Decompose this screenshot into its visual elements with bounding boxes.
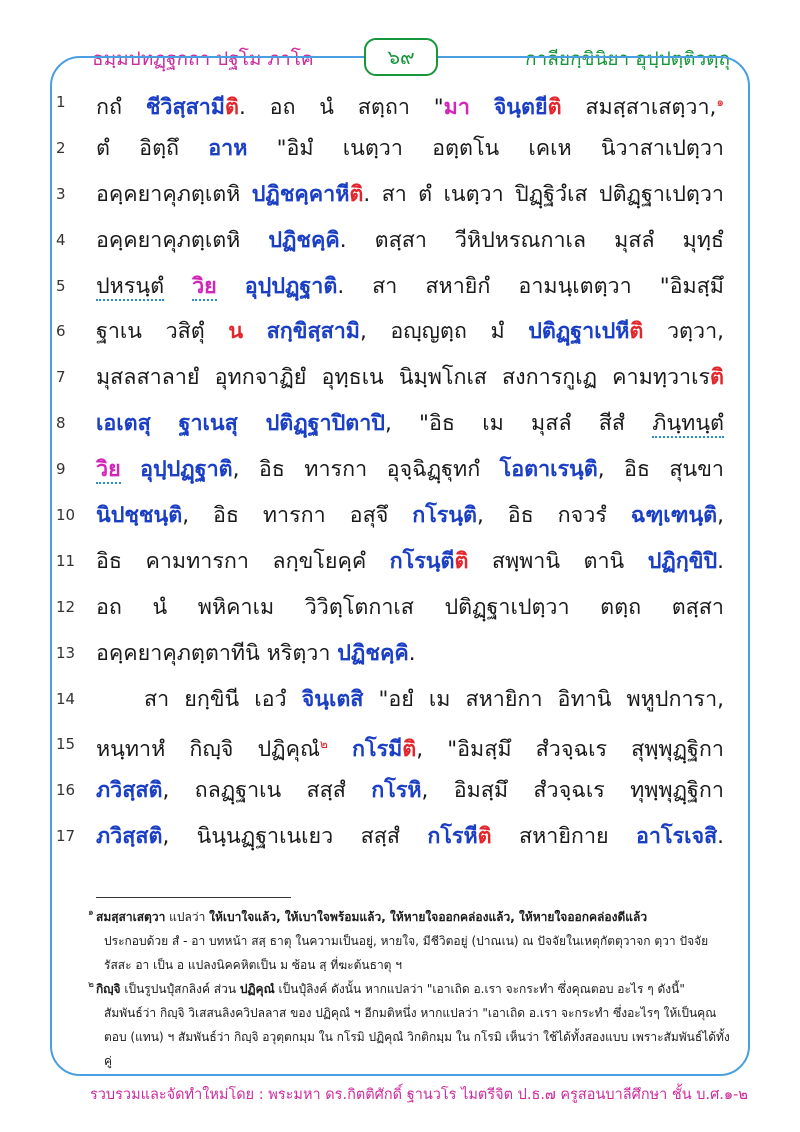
text-segment: , "อิธ เม มุสลํ สีสํ	[384, 411, 653, 437]
text-segment: ติ	[477, 824, 492, 850]
footnote-line: ประกอบด้วย สํ - อา บทหน้า สสฺ ธาตุ ในความเป็นอยู่, หายใจ, มีชีวิตอยู่ (ปาณเน) ณ ปัจจัยในเหตุกัตตุวาจก ตฺวา ปัจจัย	[104, 934, 709, 948]
text-segment	[243, 319, 267, 344]
line-number: 1	[56, 93, 66, 111]
text-segment: . ตสฺสา วีหิปหรณกาเล มุสลํ มุทฺธํ	[339, 227, 724, 253]
text-segment: กถํ	[96, 95, 146, 121]
header-chapter-title: กาลียกฺขินิยา อุปฺปตฺติวตฺถุ	[525, 48, 730, 70]
text-line	[56, 264, 724, 310]
text-segment: มุสลสาลายํ อุทกจาฏิยํ อุทฺธเน นิมฺพโกเส สงการกูเฏ คามทฺวาเร	[96, 365, 711, 391]
text-segment: ชีวิสฺสามี	[145, 95, 225, 121]
text-segment: สา ยกฺขินี เอวํ	[144, 686, 302, 712]
text-line	[56, 401, 724, 447]
text-segment: .	[717, 548, 724, 574]
text-segment: วตฺวา,	[643, 319, 724, 345]
text-segment: ติ	[349, 181, 364, 207]
footnote-line: รัสสะ อา เป็น อ แปลงนิคคหิตเป็น ม ซ้อน สฺ ที่ฆะต้นธาตุ ฯ	[104, 958, 403, 972]
text-segment: อาโรเจสิ	[636, 824, 718, 850]
text-segment: ปฏิชคฺคิ	[268, 227, 340, 253]
text-segment: , อิธ ทารกา อุจฺฉิฏฺฐุทกํ	[232, 457, 500, 483]
footnote-1	[88, 905, 736, 977]
text-segment: มา	[443, 95, 470, 121]
text-line	[56, 722, 724, 768]
text-segment: "อยํ เม สหายิกา อิทานิ พหูปการา,	[363, 686, 724, 712]
text-segment: จินฺเตสิ	[301, 686, 364, 712]
text-line	[56, 309, 724, 355]
text-segment: ตํ อิตฺถึ	[96, 135, 209, 161]
text-segment: ติ	[629, 319, 644, 345]
main-text-body	[56, 80, 725, 860]
text-segment: วิย	[192, 273, 217, 299]
text-segment: .	[717, 824, 725, 850]
text-segment: . สา สหายิกํ อามนฺเตตฺวา "อิมสฺมึ	[337, 273, 724, 299]
text-segment: ฉฑฺเฑนฺติ	[630, 503, 718, 529]
text-segment: ปฏิชคฺคิ	[337, 640, 409, 666]
line-number: 5	[56, 276, 66, 295]
text-segment: อิธ คามทารกา ลกฺขโยคฺคํ	[96, 548, 390, 574]
line-number: 10	[56, 506, 76, 525]
text-segment: สกฺขิสฺสามิ	[266, 319, 360, 345]
text-segment: ปฏิกฺขิปิ	[647, 548, 718, 574]
text-line	[56, 768, 724, 814]
text-line	[56, 631, 724, 677]
text-segment: อถ นํ พหิคาเม วิวิตฺโตกาเส ปติฏฺฐาเปตฺวา ตตฺถ ตสฺสา	[96, 594, 724, 620]
line-number: 16	[56, 781, 76, 800]
text-segment: "อิมํ เนตฺวา อตฺตโน เคเห นิวาสาเปตฺวา	[247, 135, 724, 161]
text-segment: ติ	[547, 95, 562, 121]
text-segment: อคฺคยาคุภตฺตาทีนิ หริตฺวา	[96, 640, 338, 666]
footnote-text: เป็นปุํลิงค์ ดังนั้น หากแปลว่า "เอาเถิด อ.เรา จะกระทำ ซึ่งคุณตอบ อะไร ๆ ดังนี้"	[274, 982, 685, 996]
text-line	[56, 493, 724, 539]
text-line	[56, 172, 725, 218]
line-number: 3	[56, 184, 66, 203]
line-number: 6	[56, 322, 66, 341]
text-segment: . สา ตํ เนตฺวา ปิฏฺฐิวํเส ปติฏฺฐาเปตฺวา	[363, 181, 725, 207]
text-segment: ติ	[224, 95, 239, 121]
page-number: ๖๙	[364, 38, 438, 76]
text-segment	[164, 274, 192, 299]
text-segment: นิปชฺชนฺติ	[96, 503, 183, 529]
text-segment: กโรนฺตี	[389, 548, 455, 574]
text-segment: ปหรนฺตํ	[96, 273, 165, 299]
text-segment: , อิธ สุนขา	[597, 457, 724, 483]
text-line	[56, 126, 724, 172]
text-segment: กโรนฺติ	[412, 503, 477, 529]
text-segment: ติ	[710, 365, 724, 391]
text-segment: ,	[717, 503, 724, 529]
footnote-meaning: ให้เบาใจแล้ว, ให้เบาใจพร้อมแล้ว, ให้หายใจออกคล่องแล้ว, ให้หายใจออกคล่องดีแล้ว	[209, 910, 648, 924]
footnote-separator	[96, 897, 291, 898]
text-segment: , ถลฏฺฐาเน สสฺสํ	[162, 778, 372, 804]
line-number: 8	[56, 414, 66, 433]
line-number: 9	[56, 460, 66, 479]
text-segment	[217, 274, 245, 299]
text-segment: โอตาเรนฺติ	[499, 457, 598, 483]
text-segment: อุปฺปฏฺฐาติ	[244, 273, 338, 299]
page-footer: รวบรวมและจัดทำใหม่โดย : พระมหา ดร.กิตติศักดิ์ ฐานวโร ไมตรีจิต ป.ธ.๗ ครูสอนบาลีศึกษา ชั้น บ.ศ.๑-๒	[90, 1087, 748, 1103]
line-number: 14	[56, 689, 76, 708]
text-segment: กโรหี	[427, 824, 478, 850]
text-segment: ติ	[402, 737, 417, 763]
footnote-line: ตอบ (แทน) ฯ สัมพันธ์ว่า กิญฺจิ อวุตฺตกมฺม ใน กโรมิ ปฏิคุณํ วิกติกมฺม ใน กโรมิ เห็นว่า ใช้ได้ทั้งสองแบบ เพราะสัมพันธ์ได้ทั้งคู่	[104, 1030, 730, 1068]
text-segment: ปฏิชคฺคาหี	[251, 181, 350, 207]
line-number: 15	[56, 735, 76, 754]
line-number: 2	[56, 138, 66, 157]
footnote-2	[88, 977, 736, 1073]
header-book-title: ธมฺมปทฏฺฐกถา ปฐโม ภาโค	[92, 48, 314, 70]
text-line	[56, 447, 724, 493]
text-segment: ฐาเน วสิตุํ	[96, 319, 229, 345]
text-segment: ภินฺทนฺตํ	[652, 411, 724, 437]
text-segment: ปติฏฺฐาเปหี	[528, 319, 630, 345]
text-segment: อุปฺปฏฺฐาติ	[140, 457, 233, 483]
text-line	[56, 814, 725, 860]
text-segment: อาห	[208, 135, 248, 161]
text-segment: วิย	[96, 457, 121, 483]
text-line	[56, 677, 724, 723]
text-segment: , อิมสฺมึ สํวจฺฉเร ทุพฺพุฏฺฐิกา	[421, 778, 724, 804]
footnote-term: สมสฺสาเสตฺวา	[96, 910, 166, 924]
text-segment: , นินฺนฏฺฐาเนเยว สสฺสํ	[162, 824, 428, 850]
footnote-text: แปลว่า	[165, 910, 210, 924]
text-segment: , อิธ ทารกา อสุจึ	[182, 503, 413, 529]
line-number: 11	[56, 551, 76, 570]
footnotes	[88, 905, 736, 1073]
footnote-line: สัมพันธ์ว่า กิญฺจิ วิเสสนลิงควิปลลาส ของ ปฏิคุณํ ฯ อีกมติหนึ่ง หากแปลว่า "เอาเถิด อ.เรา จะกระทำ ซึ่งอะไรๆ ให้เป็นคุณ	[104, 1006, 717, 1020]
text-segment	[470, 95, 494, 120]
text-segment: , "อิมสฺมึ สํวจฺฉเร สุพฺพุฏฺฐิกา	[416, 737, 724, 763]
text-segment	[121, 457, 140, 482]
text-segment: จินฺตยี	[493, 95, 548, 121]
footnote-text: เป็นรูปนปุํสกลิงค์ ส่วน	[120, 982, 240, 996]
line-number: 12	[56, 597, 76, 616]
text-segment: . อถ นํ สตฺถา "	[238, 95, 444, 121]
text-line	[56, 585, 724, 631]
text-segment: กโรหิ	[371, 778, 422, 804]
line-number: 4	[56, 230, 66, 249]
footnote-mark: ๑	[88, 908, 94, 918]
footnote-term-2: ปฏิคุณํ	[239, 982, 275, 996]
text-line	[56, 80, 724, 126]
footnote-ref: ๑	[716, 95, 724, 109]
text-line	[56, 218, 724, 264]
text-segment: สหายิกาย	[491, 824, 637, 850]
text-segment: อคฺคยาคุภตฺเตหิ	[96, 181, 252, 207]
line-number: 17	[56, 827, 76, 846]
text-segment: หนฺทาหํ กิญฺจิ ปฏิคุณํ	[96, 737, 320, 763]
text-segment: .	[408, 640, 416, 666]
text-segment: เอเตสุ ฐาเนสุ ปติฏฺฐาปิตาปิ	[96, 411, 385, 437]
text-segment: ติ	[454, 548, 469, 574]
text-segment: ภวิสฺสติ	[96, 778, 163, 804]
text-segment: สมสฺสาเสตฺวา,	[561, 95, 717, 121]
footnote-mark: ๒	[88, 980, 94, 990]
text-line	[56, 355, 724, 401]
text-segment	[328, 738, 352, 763]
text-segment: สพฺพานิ ตานิ	[468, 548, 648, 574]
footnote-ref: ๒	[319, 737, 328, 752]
text-segment: อคฺคยาคุภตฺเตหิ	[96, 227, 269, 253]
text-segment: กโรมี	[352, 737, 403, 763]
text-segment: , อญฺญตฺถ มํ	[359, 319, 529, 345]
text-segment: ภวิสฺสติ	[96, 824, 163, 850]
line-number: 13	[56, 643, 76, 662]
text-line	[56, 539, 724, 585]
text-segment: น	[228, 319, 244, 345]
text-segment: , อิธ กจวรํ	[476, 503, 631, 529]
footnote-term: กิญฺจิ	[96, 982, 121, 996]
line-number: 7	[56, 368, 66, 387]
